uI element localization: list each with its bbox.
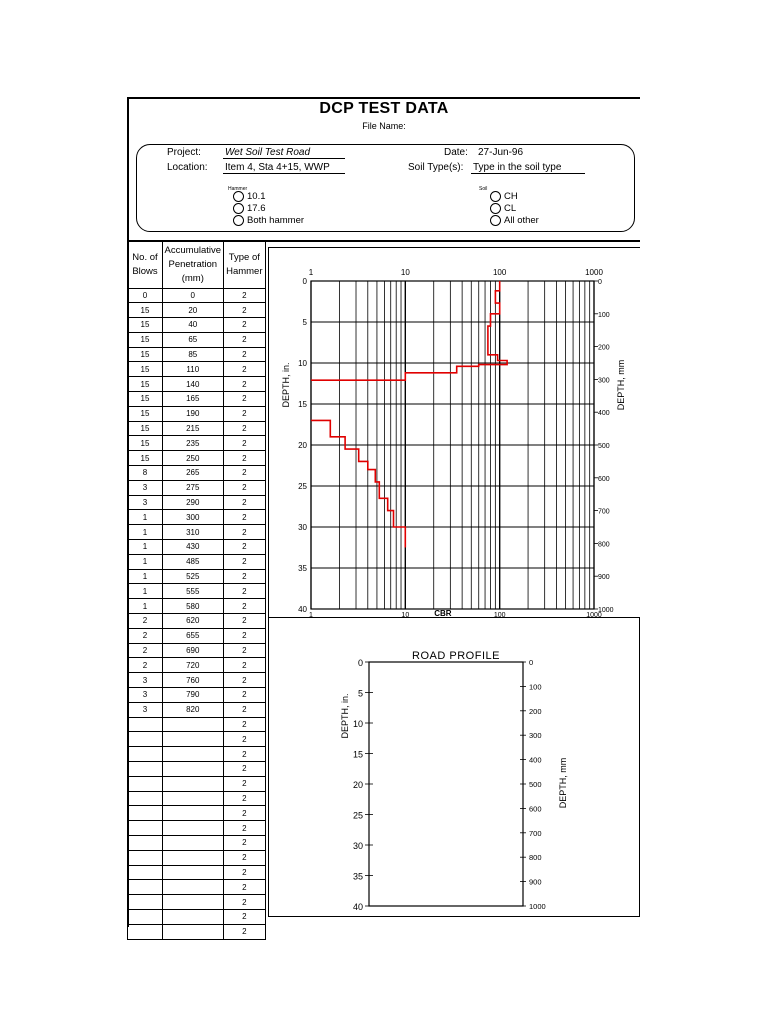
table-row xyxy=(128,451,266,466)
x-tick-label: 100 xyxy=(492,268,507,277)
hammer-cell[interactable]: 2 xyxy=(223,288,265,303)
hammer-cell[interactable]: 2 xyxy=(223,540,265,555)
penetration-cell[interactable]: 690 xyxy=(162,643,223,658)
penetration-cell[interactable]: 165 xyxy=(162,392,223,407)
table-row xyxy=(128,347,266,362)
blows-cell[interactable]: 15 xyxy=(128,451,163,466)
y2-tick-label: 300 xyxy=(529,731,542,741)
y2-tick-label: 700 xyxy=(529,828,542,838)
blows-cell[interactable] xyxy=(128,835,163,850)
penetration-cell[interactable]: 265 xyxy=(162,466,223,481)
hammer-cell[interactable]: 2 xyxy=(223,362,265,377)
y2-tick-label: 1000 xyxy=(598,607,614,614)
table-row xyxy=(128,392,266,407)
project-info-box xyxy=(136,144,635,232)
table-row xyxy=(128,880,266,895)
y2-tick-label: 900 xyxy=(529,877,542,887)
blows-cell[interactable]: 3 xyxy=(128,688,163,703)
penetration-cell[interactable]: 65 xyxy=(162,332,223,347)
table-row xyxy=(128,776,266,791)
penetration-cell[interactable] xyxy=(162,747,223,762)
blows-cell[interactable] xyxy=(128,762,163,777)
blows-cell[interactable] xyxy=(128,791,163,806)
hammer-cell[interactable]: 2 xyxy=(223,406,265,421)
date-label: Date: xyxy=(444,147,468,158)
radio-circle-icon xyxy=(233,191,244,202)
hammer-cell[interactable]: 2 xyxy=(223,347,265,362)
y2-tick-label: 400 xyxy=(598,410,610,418)
blows-cell[interactable]: 1 xyxy=(128,584,163,599)
table-row xyxy=(128,525,266,540)
table-row xyxy=(128,821,266,836)
x-axis-label: CBR xyxy=(434,609,452,618)
y-axis-label: DEPTH, in. xyxy=(281,362,291,408)
table-row xyxy=(128,643,266,658)
radio-label: CL xyxy=(504,203,517,214)
penetration-cell[interactable]: 300 xyxy=(162,510,223,525)
table-row xyxy=(128,540,266,555)
penetration-cell[interactable]: 430 xyxy=(162,540,223,555)
hammer-radio-10-1[interactable] xyxy=(233,191,266,202)
table-row xyxy=(128,554,266,569)
table-row xyxy=(128,924,266,939)
hammer-cell[interactable]: 2 xyxy=(223,332,265,347)
header-hammer-type: Type of Hammer xyxy=(223,242,265,288)
hammer-cell[interactable]: 2 xyxy=(223,688,265,703)
hammer-cell[interactable]: 2 xyxy=(223,762,265,777)
header-blows: No. of Blows xyxy=(128,242,163,288)
table-row xyxy=(128,850,266,865)
hammer-cell[interactable]: 2 xyxy=(223,821,265,836)
blows-cell[interactable]: 15 xyxy=(128,392,163,407)
blows-cell[interactable]: 15 xyxy=(128,421,163,436)
penetration-cell[interactable]: 290 xyxy=(162,495,223,510)
penetration-cell[interactable]: 40 xyxy=(162,318,223,333)
y-tick-label: 0 xyxy=(302,277,307,286)
blows-cell[interactable] xyxy=(128,747,163,762)
penetration-cell[interactable] xyxy=(162,821,223,836)
hammer-cell[interactable]: 2 xyxy=(223,510,265,525)
table-row xyxy=(128,303,266,318)
penetration-cell[interactable] xyxy=(162,806,223,821)
project-field[interactable]: Wet Soil Test Road xyxy=(223,147,345,159)
y2-tick-label: 100 xyxy=(529,682,542,692)
hammer-cell[interactable]: 2 xyxy=(223,909,265,924)
penetration-cell[interactable]: 85 xyxy=(162,347,223,362)
radio-circle-icon xyxy=(490,203,501,214)
hammer-cell[interactable]: 2 xyxy=(223,392,265,407)
hammer-cell[interactable]: 2 xyxy=(223,702,265,717)
hammer-cell[interactable]: 2 xyxy=(223,924,265,939)
penetration-cell[interactable] xyxy=(162,762,223,777)
table-row xyxy=(128,569,266,584)
x-tick-label: 1000 xyxy=(586,612,602,618)
y-tick-label: 15 xyxy=(298,400,307,409)
penetration-cell[interactable]: 140 xyxy=(162,377,223,392)
radio-circle-icon xyxy=(233,215,244,226)
table-row xyxy=(128,614,266,629)
y-tick-label: 20 xyxy=(298,441,307,450)
hammer-cell[interactable]: 2 xyxy=(223,466,265,481)
hammer-cell[interactable]: 2 xyxy=(223,835,265,850)
penetration-cell[interactable] xyxy=(162,791,223,806)
table-row xyxy=(128,406,266,421)
project-label: Project: xyxy=(167,147,201,158)
penetration-cell[interactable] xyxy=(162,717,223,732)
y2-axis-label: DEPTH, mm xyxy=(558,757,568,809)
blows-cell[interactable]: 2 xyxy=(128,628,163,643)
location-field[interactable]: Item 4, Sta 4+15, WWP xyxy=(223,162,345,174)
soil-caption: Soil xyxy=(479,186,488,192)
hammer-cell[interactable]: 2 xyxy=(223,599,265,614)
penetration-cell[interactable]: 310 xyxy=(162,525,223,540)
y2-tick-label: 800 xyxy=(529,853,542,863)
hammer-cell[interactable]: 2 xyxy=(223,495,265,510)
table-row xyxy=(128,599,266,614)
hammer-caption: Hammer xyxy=(228,186,248,192)
blows-cell[interactable]: 1 xyxy=(128,510,163,525)
table-row xyxy=(128,658,266,673)
penetration-cell[interactable]: 0 xyxy=(162,288,223,303)
hammer-cell[interactable]: 2 xyxy=(223,554,265,569)
blows-cell[interactable] xyxy=(128,821,163,836)
table-row xyxy=(128,436,266,451)
hammer-cell[interactable]: 2 xyxy=(223,480,265,495)
soil-type-field[interactable]: Type in the soil type xyxy=(471,162,585,174)
location-label: Location: xyxy=(167,162,208,173)
penetration-cell[interactable]: 655 xyxy=(162,628,223,643)
penetration-cell[interactable] xyxy=(162,895,223,910)
hammer-cell[interactable]: 2 xyxy=(223,451,265,466)
hammer-cell[interactable]: 2 xyxy=(223,717,265,732)
hammer-cell[interactable]: 2 xyxy=(223,303,265,318)
y2-tick-label: 500 xyxy=(598,443,610,450)
blows-cell[interactable] xyxy=(128,895,163,910)
blows-cell[interactable]: 15 xyxy=(128,303,163,318)
table-row xyxy=(128,747,266,762)
y2-tick-label: 200 xyxy=(598,344,610,352)
y2-tick-label: 300 xyxy=(598,377,610,385)
y-axis-label: DEPTH, in. xyxy=(340,693,350,739)
hammer-cell[interactable]: 2 xyxy=(223,850,265,865)
table-row xyxy=(128,717,266,732)
y-tick-label: 40 xyxy=(352,902,363,912)
blows-cell[interactable]: 1 xyxy=(128,525,163,540)
table-row xyxy=(128,421,266,436)
soil-radio-ch[interactable] xyxy=(490,191,518,202)
blows-cell[interactable]: 3 xyxy=(128,480,163,495)
blows-cell[interactable] xyxy=(128,732,163,747)
table-row xyxy=(128,332,266,347)
y2-tick-label: 0 xyxy=(529,658,534,667)
penetration-cell[interactable]: 525 xyxy=(162,569,223,584)
hammer-cell[interactable]: 2 xyxy=(223,658,265,673)
penetration-cell[interactable]: 275 xyxy=(162,480,223,495)
hammer-radio-17-6[interactable] xyxy=(233,203,266,214)
penetration-cell[interactable]: 20 xyxy=(162,303,223,318)
table-row xyxy=(128,806,266,821)
penetration-cell[interactable]: 620 xyxy=(162,614,223,629)
blows-cell[interactable]: 15 xyxy=(128,347,163,362)
blows-cell[interactable] xyxy=(128,717,163,732)
blows-cell[interactable]: 15 xyxy=(128,332,163,347)
hammer-cell[interactable]: 2 xyxy=(223,776,265,791)
blows-cell[interactable]: 3 xyxy=(128,495,163,510)
y-tick-label: 40 xyxy=(298,605,307,614)
y2-tick-label: 700 xyxy=(598,508,610,516)
radio-label: Both hammer xyxy=(247,215,305,226)
y-tick-label: 25 xyxy=(352,810,363,821)
hammer-cell[interactable]: 2 xyxy=(223,436,265,451)
table-row xyxy=(128,909,266,924)
table-row xyxy=(128,835,266,850)
y2-tick-label: 100 xyxy=(598,311,610,319)
y2-tick-label: 0 xyxy=(598,279,602,286)
blows-cell[interactable]: 1 xyxy=(128,540,163,555)
y-tick-label: 25 xyxy=(298,482,307,491)
x-tick-label: 10 xyxy=(400,268,410,277)
blows-cell[interactable]: 15 xyxy=(128,362,163,377)
hammer-cell[interactable]: 2 xyxy=(223,880,265,895)
penetration-cell[interactable]: 485 xyxy=(162,554,223,569)
hammer-cell[interactable]: 2 xyxy=(223,732,265,747)
penetration-cell[interactable]: 790 xyxy=(162,688,223,703)
hammer-cell[interactable]: 2 xyxy=(223,643,265,658)
y2-tick-label: 200 xyxy=(529,706,542,716)
table-row xyxy=(128,584,266,599)
y-tick-label: 35 xyxy=(352,871,363,882)
penetration-cell[interactable]: 555 xyxy=(162,584,223,599)
penetration-cell[interactable]: 760 xyxy=(162,673,223,688)
blows-cell[interactable]: 8 xyxy=(128,466,163,481)
table-row xyxy=(128,495,266,510)
table-row xyxy=(128,762,266,777)
penetration-cell[interactable]: 215 xyxy=(162,421,223,436)
y-tick-label: 35 xyxy=(298,564,307,573)
table-row xyxy=(128,318,266,333)
y-tick-label: 15 xyxy=(352,749,363,760)
hammer-cell[interactable]: 2 xyxy=(223,569,265,584)
penetration-cell[interactable]: 110 xyxy=(162,362,223,377)
penetration-cell[interactable]: 820 xyxy=(162,702,223,717)
blows-cell[interactable] xyxy=(128,924,163,939)
hammer-cell[interactable]: 2 xyxy=(223,673,265,688)
blows-cell[interactable] xyxy=(128,909,163,924)
blows-cell[interactable] xyxy=(128,806,163,821)
blows-cell[interactable]: 1 xyxy=(128,554,163,569)
y2-tick-label: 600 xyxy=(598,475,610,483)
radio-circle-icon xyxy=(233,203,244,214)
penetration-cell[interactable] xyxy=(162,776,223,791)
penetration-cell[interactable] xyxy=(162,835,223,850)
penetration-cell[interactable]: 580 xyxy=(162,599,223,614)
x-tick-label: 1000 xyxy=(585,268,603,277)
hammer-cell[interactable]: 2 xyxy=(223,377,265,392)
blows-cell[interactable]: 3 xyxy=(128,702,163,717)
radio-circle-icon xyxy=(490,215,501,226)
cbr-depth-chart xyxy=(268,248,640,618)
profile-plot-border xyxy=(369,662,523,906)
blows-cell[interactable]: 15 xyxy=(128,406,163,421)
blows-cell[interactable]: 2 xyxy=(128,614,163,629)
y-tick-label: 20 xyxy=(352,780,363,790)
y-tick-label: 30 xyxy=(298,523,307,532)
blows-cell[interactable] xyxy=(128,865,163,880)
penetration-cell[interactable] xyxy=(162,850,223,865)
hammer-cell[interactable]: 2 xyxy=(223,628,265,643)
table-row xyxy=(128,362,266,377)
table-row xyxy=(128,377,266,392)
hammer-cell[interactable]: 2 xyxy=(223,584,265,599)
road-profile-chart xyxy=(268,618,640,916)
y2-tick-label: 900 xyxy=(598,574,610,582)
y-tick-label: 5 xyxy=(357,688,363,699)
table-row xyxy=(128,466,266,481)
radio-circle-icon xyxy=(490,191,501,202)
table-row xyxy=(128,702,266,717)
y2-tick-label: 500 xyxy=(529,780,542,789)
hammer-cell[interactable]: 2 xyxy=(223,806,265,821)
table-row xyxy=(128,288,266,303)
y-tick-label: 10 xyxy=(298,359,307,368)
blows-cell[interactable]: 0 xyxy=(128,288,163,303)
date-field[interactable]: 27-Jun-96 xyxy=(478,147,524,158)
y2-tick-label: 1000 xyxy=(529,902,546,911)
penetration-cell[interactable] xyxy=(162,865,223,880)
penetration-cell[interactable]: 720 xyxy=(162,658,223,673)
penetration-cell[interactable] xyxy=(162,732,223,747)
table-row xyxy=(128,791,266,806)
soil-type-label: Soil Type(s): xyxy=(408,162,464,173)
hammer-radio-both[interactable] xyxy=(233,215,304,226)
y2-tick-label: 800 xyxy=(598,541,610,549)
y-tick-label: 5 xyxy=(302,318,307,327)
x-tick-label: 1 xyxy=(309,612,313,618)
blows-cell[interactable]: 15 xyxy=(128,377,163,392)
y2-axis-label: DEPTH, mm xyxy=(616,359,626,411)
table-row xyxy=(128,895,266,910)
blows-cell[interactable] xyxy=(128,776,163,791)
penetration-cell[interactable] xyxy=(162,880,223,895)
hammer-cell[interactable]: 2 xyxy=(223,614,265,629)
soil-radio-cl[interactable] xyxy=(490,203,516,214)
blows-cell[interactable]: 15 xyxy=(128,436,163,451)
header-penetration: Accumulative Penetration (mm) xyxy=(162,242,223,288)
blows-cell[interactable]: 1 xyxy=(128,599,163,614)
blows-cell[interactable]: 3 xyxy=(128,673,163,688)
file-name-label: File Name: xyxy=(362,121,406,131)
hammer-cell[interactable]: 2 xyxy=(223,791,265,806)
table-row xyxy=(128,673,266,688)
radio-label: 10.1 xyxy=(247,191,266,202)
cbr-series-line xyxy=(311,281,507,380)
hammer-cell[interactable]: 2 xyxy=(223,865,265,880)
x-tick-label: 100 xyxy=(493,612,506,618)
table-row xyxy=(128,732,266,747)
hammer-cell[interactable]: 2 xyxy=(223,525,265,540)
blows-cell[interactable]: 15 xyxy=(128,318,163,333)
y-tick-label: 30 xyxy=(352,841,363,851)
hammer-cell[interactable]: 2 xyxy=(223,747,265,762)
hammer-cell[interactable]: 2 xyxy=(223,895,265,910)
table-row xyxy=(128,628,266,643)
penetration-cell[interactable]: 190 xyxy=(162,406,223,421)
penetration-cell[interactable]: 250 xyxy=(162,451,223,466)
y-tick-label: 0 xyxy=(357,658,363,668)
y-tick-label: 10 xyxy=(352,719,363,729)
penetration-cell[interactable]: 235 xyxy=(162,436,223,451)
blows-cell[interactable] xyxy=(128,850,163,865)
x-tick-label: 10 xyxy=(401,612,410,618)
blow-data-table xyxy=(127,242,266,940)
hammer-cell[interactable]: 2 xyxy=(223,318,265,333)
blows-cell[interactable]: 2 xyxy=(128,643,163,658)
radio-label: CH xyxy=(504,191,518,202)
table-row xyxy=(128,865,266,880)
hammer-cell[interactable]: 2 xyxy=(223,421,265,436)
page-title: DCP TEST DATA xyxy=(319,100,449,117)
y2-tick-label: 600 xyxy=(529,804,542,814)
blows-cell[interactable] xyxy=(128,880,163,895)
x-tick-label: 1 xyxy=(308,268,314,277)
penetration-cell[interactable] xyxy=(162,909,223,924)
soil-radio-all-other[interactable] xyxy=(490,215,539,226)
cbr-series-line xyxy=(311,420,405,547)
table-row xyxy=(128,510,266,525)
table-row xyxy=(128,688,266,703)
radio-label: All other xyxy=(504,215,539,226)
road-profile-title: ROAD PROFILE xyxy=(412,650,500,662)
radio-label: 17.6 xyxy=(247,203,266,214)
blows-cell[interactable]: 1 xyxy=(128,569,163,584)
y2-tick-label: 400 xyxy=(529,755,542,765)
blows-cell[interactable]: 2 xyxy=(128,658,163,673)
table-row xyxy=(128,480,266,495)
penetration-cell[interactable] xyxy=(162,924,223,939)
